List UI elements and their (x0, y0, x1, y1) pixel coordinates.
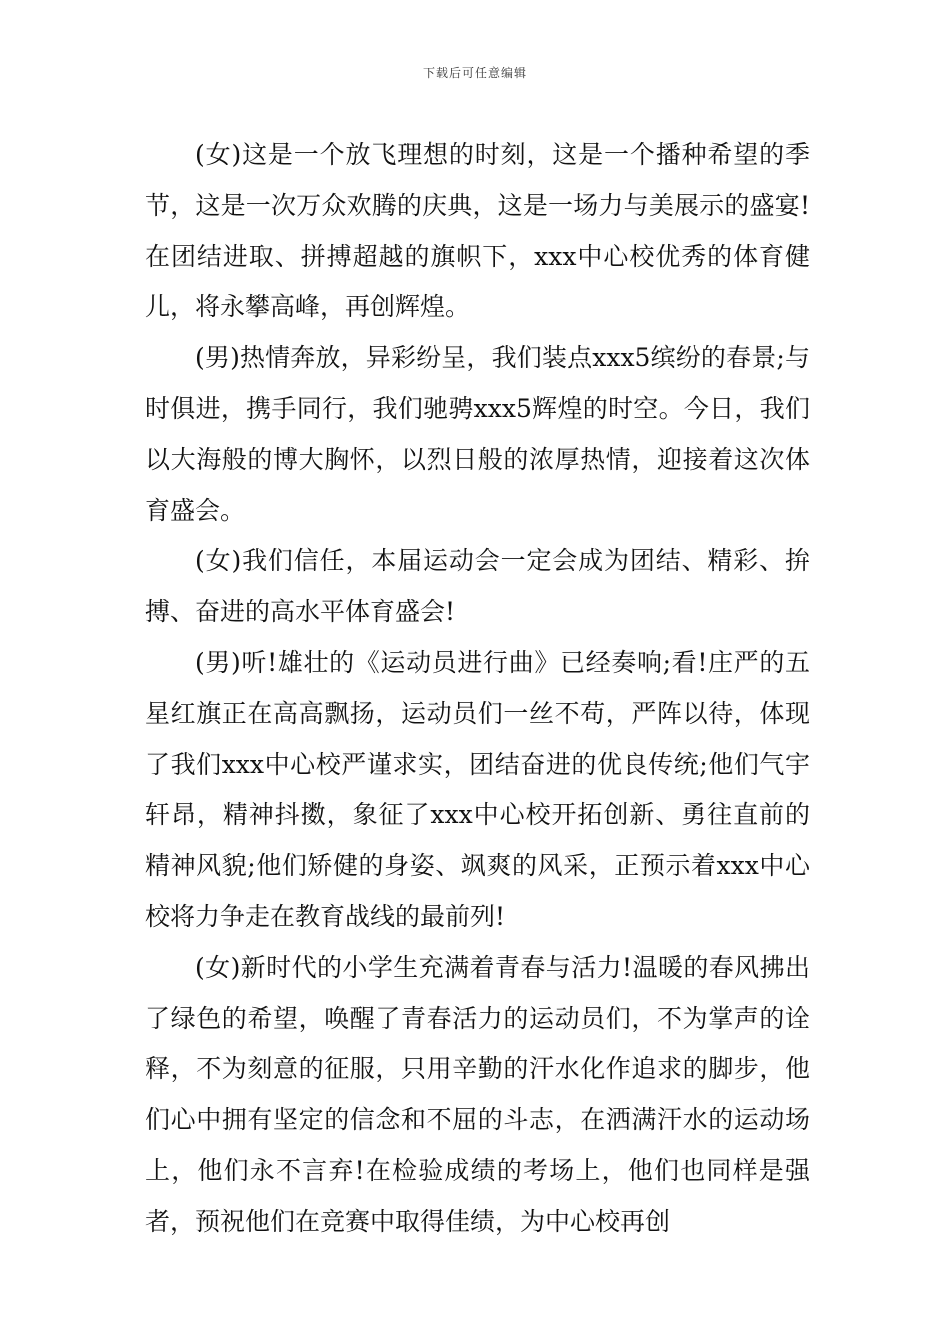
page-header: 下载后可任意编辑 (422, 66, 527, 80)
paragraph: (男)热情奔放，异彩纷呈，我们装点xxx5缤纷的春景;与时俱进，携手同行，我们驰骋xxx5辉煌的时空。今日，我们以大海般的博大胸怀，以烈日般的浓厚热情，迎接着这次体育盛会。 (145, 343, 810, 525)
paragraph: (女)新时代的小学生充满着青春与活力!温暖的春风拂出了绿色的希望，唤醒了青春活力的运动员们，不为掌声的诠释，不为刻意的征服，只用辛勤的汗水化作追求的脚步，他们心中拥有坚定的信念和不屈的斗志，在洒满汗水的运动场上，他们永不言弃!在检验成绩的考场上，他们也同样是强者，预祝他们在竞赛中取得佳绩，为中心校再创 (145, 952, 810, 1236)
document-body (145, 130, 810, 1248)
paragraph: (男)听!雄壮的《运动员进行曲》已经奏响;看!庄严的五星红旗正在高高飘扬，运动员们一丝不苟，严阵以待，体现了我们xxx中心校严谨求实，团结奋进的优良传统;他们气宇轩昂，精神抖擞，象征了xxx中心校开拓创新、勇往直前的精神风貌;他们矫健的身姿、飒爽的风采，正预示着xxx中心校将力争走在教育战线的最前列! (145, 647, 810, 931)
paragraph: (女)这是一个放飞理想的时刻，这是一个播种希望的季节，这是一次万众欢腾的庆典，这是一场力与美展示的盛宴!在团结进取、拼搏超越的旗帜下，xxx中心校优秀的体育健儿，将永攀高峰，再创辉煌。 (145, 140, 810, 322)
paragraph: (女)我们信任，本届运动会一定会成为团结、精彩、拚搏、奋进的高水平体育盛会! (145, 546, 810, 627)
